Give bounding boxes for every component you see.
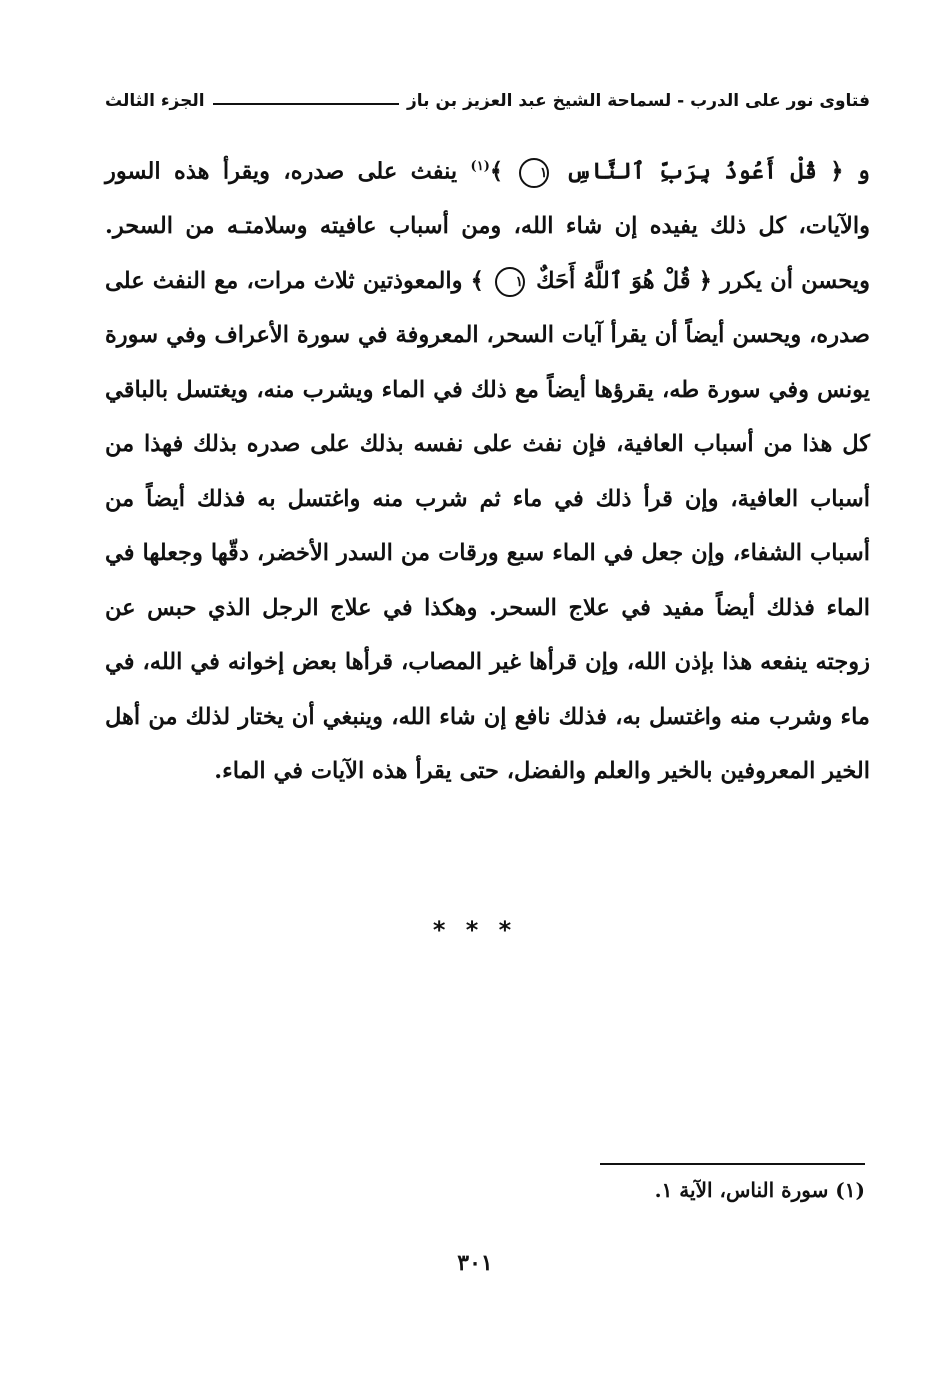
body-text-segment: ينفث على صدره، ويقرأ هذه السور والآيات، كل ذلك يفيده إن شاء الله، ومن أسباب عافيته وسلامتـه من السحر. ويحسن أن يكرر: [105, 158, 870, 294]
footnote-reference[interactable]: (١): [470, 159, 490, 174]
quran-verse-al-ikhlas: قُلْ هُوَ ٱللَّهُ أَحَكٌ: [536, 267, 691, 294]
quran-close-bracket: ﴾: [489, 158, 504, 185]
text-prefix: و: [856, 158, 870, 185]
ayah-number-marker: ١: [495, 267, 525, 297]
running-header: [105, 86, 870, 116]
quran-open-bracket: ﴿: [698, 267, 712, 294]
footnote-rule: [600, 1163, 865, 1165]
quran-verse-an-nas: قُلْ أَعُوذُ بِرَبِّ ٱلنَّاسِ: [565, 158, 817, 185]
footnote: (١) سورة الناس، الآية ١.: [654, 1178, 865, 1202]
section-separator: * * *: [432, 916, 518, 944]
paragraph: [105, 140, 870, 799]
quran-open-bracket: ﴿: [830, 158, 844, 185]
ayah-number-marker: ١: [519, 158, 549, 188]
page-number: ٣٠١: [457, 1250, 493, 1276]
quran-close-bracket: ﴾: [470, 267, 484, 294]
header-rule: [213, 103, 399, 105]
body-text-segment: والمعوذتين ثلاث مرات، مع النفث على صدره، ويحسن أيضاً أن يقرأ آيات السحر، المعروفة في سورة الأعراف وفي سورة يونس وفي سورة طه، يقرؤها أيضاً مع ذلك في الماء ويشرب منه، ويغتسل بالباقي كل هذا من أسباب العافية، فإن نفث على نفسه بذلك على صدره بذلك فهذا من أسباب العافية، وإن قرأ ذلك في ماء ثم شرب منه واغتسل به فذلك أيضاً من أسباب الشفاء، وإن جعل في الماء سبع ورقات من السدر الأخضر، دقّها وجعلها في الماء فذلك أيضاً مفيد في علاج السحر. وهكذا في علاج الرجل الذي حبس عن زوجته ينفعه هذا بإذن الله، وإن قرأها غير المصاب، قرأها بعض إخوانه في الله، في ماء وشرب منه واغتسل به، فذلك نافع إن شاء الله، وينبغي أن يختار لذلك من أهل الخير المعروفين بالخير والعلم والفضل، حتى يقرأ هذه الآيات في الماء.: [105, 267, 870, 784]
main-text: [105, 140, 870, 799]
header-part-label: الجزء الثالث: [105, 91, 205, 111]
header-title: فتاوى نور على الدرب - لسماحة الشيخ عبد العزيز بن باز: [407, 91, 870, 111]
